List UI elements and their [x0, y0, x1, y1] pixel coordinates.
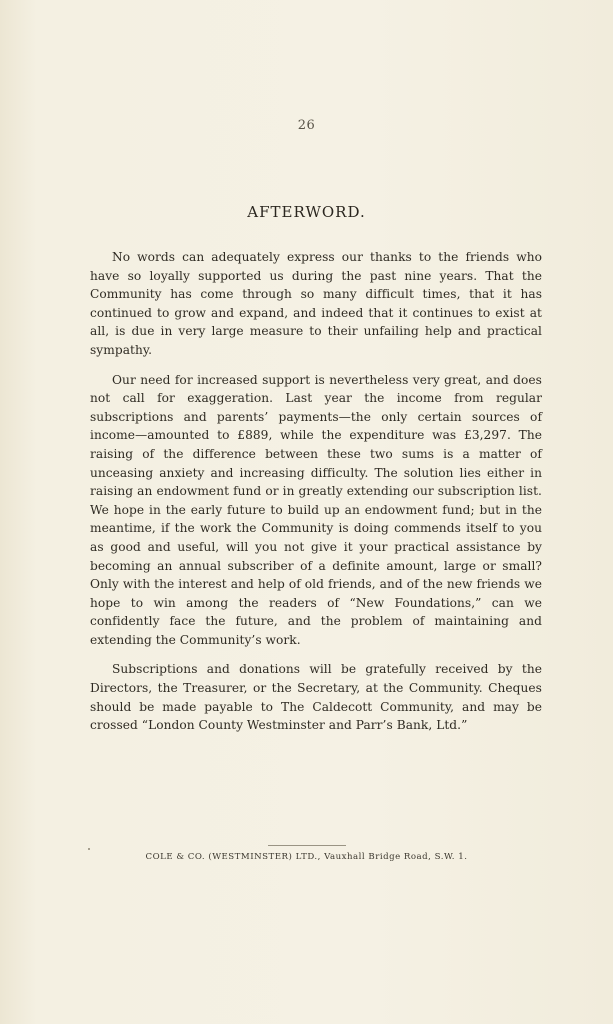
paper-speck [88, 848, 90, 850]
page-number: 26 [297, 118, 316, 133]
paragraph-thanks: No words can adequately express our thanks to the friends who have so loyally supported us during the past nine years. That the Community has come through so many difficult times, that it has continued to grow and expand, and indeed that it continues to exist at all, is due in very large measure to their unfailing help and practical sympathy. [90, 250, 542, 357]
printer-imprint: COLE & CO. (WESTMINSTER) LTD., Vauxhall Bridge Road, S.W. 1. [145, 852, 468, 862]
page-title: AFTERWORD. [247, 203, 366, 221]
footer-divider [268, 845, 346, 846]
paragraph-subscriptions: Subscriptions and donations will be gratefully received by the Directors, the Treasurer, or the Secretary, at the Community. Cheques should be made payable to The Caldecott Community, and may be crossed “London County Westminster and Parr’s Bank, Ltd.” [90, 662, 542, 733]
body-text [90, 248, 542, 746]
paragraph-need-for-support: Our need for increased support is nevertheless very great, and does not call for exaggeration. Last year the income from regular subscriptions and parents’ payments—the only certain sources of income—amounted to £889, while the expenditure was £3,297. The raising of the difference between these two sums is a matter of unceasing anxiety and increasing difficulty. The solution lies either in raising an endowment fund or in greatly extending our subscription list. We hope in the early future to build up an endowment fund; but in the meantime, if the work the Community is doing commends itself to you as good and useful, will you not give it your practical assistance by becoming an annual subscriber of a definite amount, large or small? Only with the interest and help of old friends, and of the new friends we hope to win among the readers of “New Foundations,” can we confidently face the future, and the problem of maintaining and extending the Community’s work. [90, 372, 542, 647]
